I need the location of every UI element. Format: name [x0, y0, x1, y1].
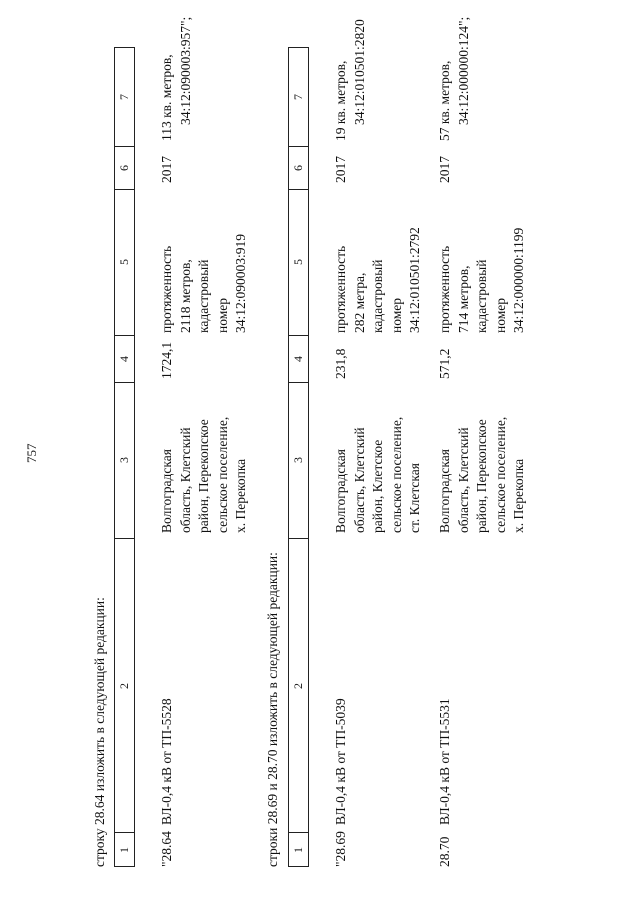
description: протяженность 282 метра, кадастровый номер 34:12:010501:2792 — [333, 227, 423, 333]
col-header-5: 5 — [117, 259, 131, 265]
page-number: 757 — [24, 443, 39, 463]
col-header-7: 7 — [291, 94, 305, 100]
table-28-69-28-70 — [288, 16, 588, 867]
col-header-7: 7 — [117, 94, 131, 100]
row-number: "28.69 — [333, 831, 348, 867]
year: 2017 — [159, 156, 174, 183]
year: 2017 — [437, 156, 452, 183]
value: 231,8 — [333, 348, 348, 379]
location: Волгоградская область, Клетский район, Перекопское сельское поселение, х. Перекопка — [437, 416, 527, 533]
value: 1724,1 — [159, 341, 174, 379]
object-name: ВЛ-0,4 кВ от ТП-5039 — [333, 698, 348, 825]
col-header-5: 5 — [291, 259, 305, 265]
location: Волгоградская область, Клетский район, Перекопское сельское поселение, х. Перекопка — [159, 416, 249, 533]
col-header-4: 4 — [291, 356, 305, 362]
col-header-2: 2 — [117, 683, 131, 689]
area: 19 кв. метров, 34:12:010501:2820 — [333, 19, 367, 141]
col-header-2: 2 — [291, 683, 305, 689]
year: 2017 — [333, 156, 348, 183]
col-header-4: 4 — [117, 356, 131, 362]
row-number: 28.70 — [437, 836, 452, 867]
row-number: "28.64 — [159, 831, 174, 867]
description: протяженность 714 метров, кадастровый номер 34:12:000000:1199 — [437, 227, 527, 333]
area: 57 кв. метров, 34:12:000000:124"; — [437, 16, 471, 141]
area: 113 кв. метров, 34:12:090003:957"; — [159, 16, 193, 141]
col-header-3: 3 — [117, 457, 131, 463]
col-header-6: 6 — [117, 165, 131, 171]
value: 571,2 — [437, 348, 452, 379]
col-header-1: 1 — [291, 847, 305, 853]
object-name: ВЛ-0,4 кВ от ТП-5531 — [437, 698, 452, 825]
object-name: ВЛ-0,4 кВ от ТП-5528 — [159, 698, 174, 825]
section-1-intro: строку 28.64 изложить в следующей редакции: — [92, 597, 107, 867]
table-28-64 — [114, 16, 264, 867]
col-header-3: 3 — [291, 457, 305, 463]
section-2-intro: строки 28.69 и 28.70 изложить в следующей редакции: — [265, 552, 280, 867]
col-header-1: 1 — [117, 847, 131, 853]
location: Волгоградская область, Клетский район, Клетское сельское поселение, ст. Клетская — [333, 416, 423, 533]
description: протяженность 2118 метров, кадастровый номер 34:12:090003:919 — [159, 233, 249, 333]
col-header-6: 6 — [291, 165, 305, 171]
